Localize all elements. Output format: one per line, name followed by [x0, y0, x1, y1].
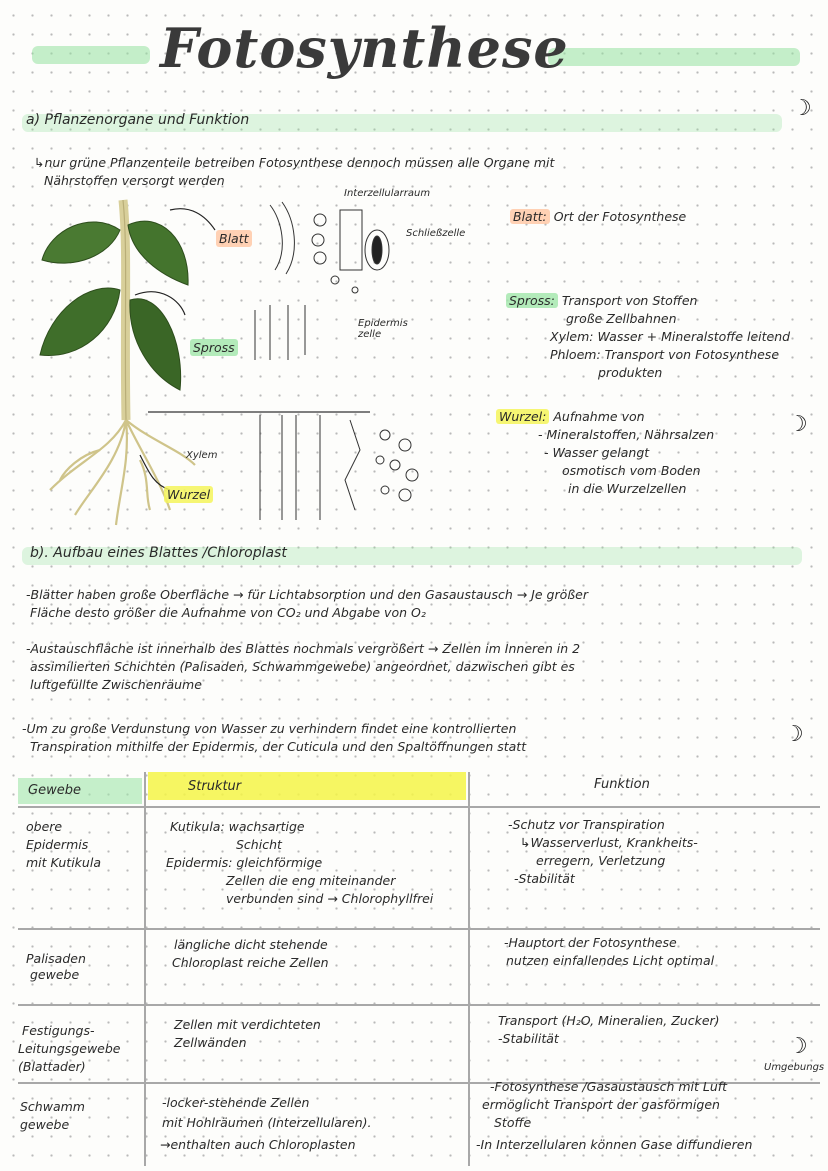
table-header-line — [18, 806, 820, 808]
note-spross-line-3: Phloem: Transport von Fotosynthese — [550, 347, 780, 362]
note-wurzel-line-2: - Wasser gelangt — [544, 445, 650, 460]
page-title: Fotosynthese — [160, 16, 569, 80]
note-wurzel-line-0: Aufnahme von — [553, 409, 645, 424]
row3-gewebe-1: Leitungsgewebe — [18, 1041, 121, 1056]
para-1-line-1: -Blätter haben große Oberfläche → für Lichtabsorption und den Gasaustausch → Je größer — [26, 587, 588, 602]
row4-funktion-1: -Fotosynthese /Gasaustausch mit Luft — [490, 1079, 728, 1094]
row1-struktur-1: Schicht — [236, 837, 282, 852]
plant-diagram — [20, 190, 490, 535]
row3-gewebe-0: Festigungs- — [22, 1023, 95, 1038]
note-spross-line-2: Xylem: Wasser + Mineralstoffe leitend — [550, 329, 791, 344]
row1-gewebe-1: Epidermis — [26, 837, 89, 852]
row4-gewebe-1: gewebe — [20, 1117, 70, 1132]
table-col-line-2 — [468, 772, 470, 1166]
leaf-cross-section — [270, 202, 389, 293]
section-a-heading: a) Pflanzenorgane und Funktion — [26, 112, 250, 128]
row1-struktur-0: Kutikula: wachsartige — [170, 819, 305, 834]
note-spross-line-0: Transport von Stoffen — [561, 293, 698, 308]
section-b-heading: b). Aufbau eines Blattes /Chloroplast — [30, 545, 287, 561]
note-spross-line-4: produkten — [598, 365, 663, 380]
row1-funktion-3: -Stabilität — [514, 871, 575, 886]
note-spross-label: Spross: — [506, 293, 558, 308]
leaf-4 — [130, 299, 181, 390]
plant-roots — [50, 420, 195, 525]
root-cross-section — [260, 415, 418, 520]
moon-mark-2: ☽ — [788, 412, 808, 437]
row2-struktur-0: längliche dicht stehende — [174, 937, 328, 952]
leaf-2 — [128, 221, 188, 285]
row2-gewebe-1: gewebe — [30, 967, 80, 982]
row3-struktur-1: Zellwänden — [174, 1035, 247, 1050]
table-row-line-2 — [18, 1004, 820, 1006]
note-blatt-label: Blatt: — [510, 209, 550, 224]
table-row-line-1 — [18, 928, 820, 930]
intro-line-1: ↳nur grüne Pflanzenteile betreiben Fotosynthese dennoch müssen alle Organe mit — [34, 155, 555, 170]
row1-funktion-2: erregern, Verletzung — [536, 853, 666, 868]
note-spross-line-1: große Zellbahnen — [566, 311, 677, 326]
para-2-line-2: assimilierten Schichten (Palisaden, Schwammgewebe) angeordnet, dazwischen gibt es — [30, 659, 575, 674]
para-2-line-1: -Austauschfläche ist innerhalb des Blattes nochmals vergrößert → Zellen im Inneren in 2 — [26, 641, 581, 656]
label-spross: Spross — [190, 339, 238, 356]
row2-gewebe-0: Palisaden — [26, 951, 86, 966]
label-schliesszelle: Schließzelle — [406, 228, 466, 239]
row4-struktur-1: mit Hohlräumen (Interzellularen). — [162, 1115, 372, 1130]
row2-funktion-0: -Hauptort der Fotosynthese — [504, 935, 677, 950]
note-wurzel-label: Wurzel: — [496, 409, 549, 424]
row1-struktur-3: Zellen die eng miteinander — [226, 873, 396, 888]
table-header-funktion: Funktion — [594, 777, 650, 792]
row2-funktion-1: nutzen einfallendes Licht optimal — [506, 953, 715, 968]
row3-funktion-0: Transport (H₂O, Mineralien, Zucker) — [498, 1013, 720, 1028]
para-3-line-1: -Um zu große Verdunstung von Wasser zu verhindern findet eine kontrollierten — [22, 721, 517, 736]
para-2-line-3: luftgefüllte Zwischenräume — [30, 677, 202, 692]
note-wurzel-line-3: osmotisch vom Boden — [562, 463, 701, 478]
row3-funktion-1: -Stabilität — [498, 1031, 559, 1046]
para-1-line-2: Fläche desto größer die Aufnahme von CO₂ und Abgabe von O₂ — [30, 605, 426, 620]
moon-mark-1: ☽ — [792, 96, 812, 121]
table-header-gewebe: Gewebe — [28, 783, 81, 798]
note-spross — [506, 292, 697, 309]
row4-gewebe-0: Schwamm — [20, 1099, 85, 1114]
label-blatt: Blatt — [216, 230, 252, 247]
row1-struktur-2: Epidermis: gleichförmige — [166, 855, 323, 870]
row4-funktion-3: Stoffe — [494, 1115, 532, 1130]
title-highlight-left — [32, 46, 150, 64]
label-wurzel: Wurzel — [164, 486, 213, 503]
label-xylem: Xylem — [186, 450, 218, 461]
note-blatt — [510, 208, 686, 225]
intro-line-2: Nährstoffen versorgt werden — [44, 173, 225, 188]
row1-gewebe-0: obere — [26, 819, 63, 834]
row4-struktur-2: →enthalten auch Chloroplasten — [160, 1137, 356, 1152]
table-col-line-1 — [144, 772, 146, 1166]
row1-funktion-1: ↳Wasserverlust, Krankheits- — [520, 835, 698, 850]
label-interzellularraum: Interzellularraum — [344, 188, 431, 199]
leaf-1 — [42, 222, 120, 263]
para-3-line-2: Transpiration mithilfe der Epidermis, der Cuticula und den Spaltöffnungen statt — [30, 739, 527, 754]
note-blatt-text: Ort der Fotosynthese — [553, 209, 687, 224]
row1-funktion-0: -Schutz vor Transpiration — [508, 817, 665, 832]
stem-cross-section — [255, 305, 305, 360]
note-wurzel-line-4: in die Wurzelzellen — [568, 481, 687, 496]
row3-gewebe-2: (Blattader) — [18, 1059, 86, 1074]
row2-struktur-1: Chloroplast reiche Zellen — [172, 955, 329, 970]
row4-funktion-4: -In Interzellularen können Gase diffundieren — [476, 1137, 753, 1152]
row4-struktur-0: -locker-stehende Zellen — [162, 1095, 310, 1110]
note-wurzel-line-1: - Mineralstoffen, Nährsalzen — [538, 427, 715, 442]
title-highlight-right — [548, 48, 800, 66]
row3-struktur-0: Zellen mit verdichteten — [174, 1017, 321, 1032]
table-header-struktur: Struktur — [188, 779, 242, 794]
row1-gewebe-2: mit Kutikula — [26, 855, 101, 870]
moon-mark-3: ☽ — [784, 722, 804, 747]
row4-funktion-2: ermöglicht Transport der gasförmigen — [482, 1097, 720, 1112]
row4-funktion-0: Umgebungs — [764, 1062, 825, 1073]
row1-struktur-4: verbunden sind → Chlorophyllfrei — [226, 891, 434, 906]
leaf-3 — [40, 288, 120, 355]
label-epidermiszelle: Epidermis zelle — [358, 318, 408, 340]
moon-mark-4: ☽ — [788, 1034, 808, 1059]
note-wurzel — [496, 408, 645, 425]
